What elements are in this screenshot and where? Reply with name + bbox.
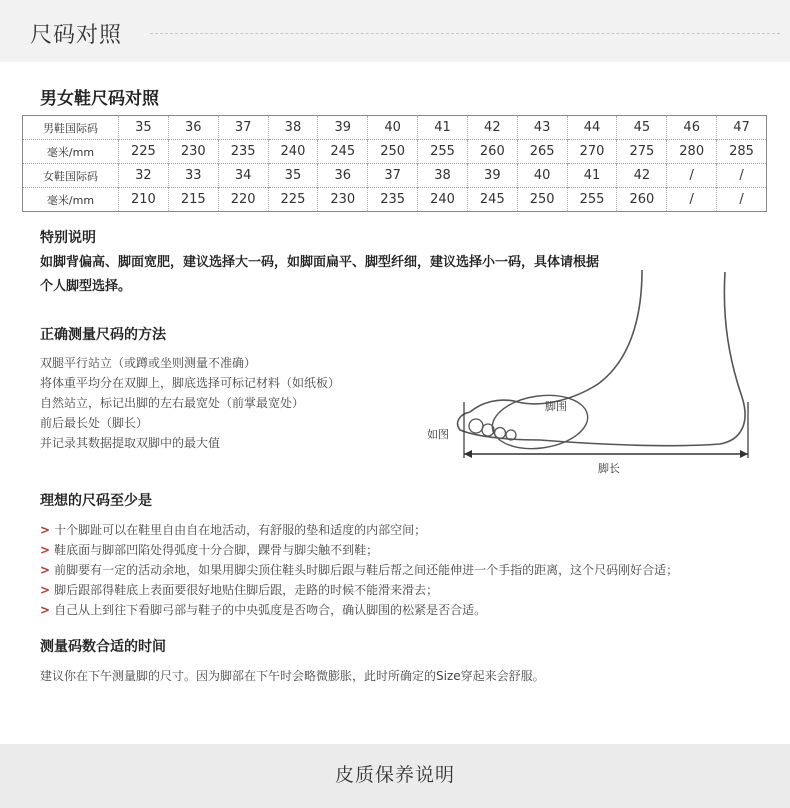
table-row	[23, 164, 767, 188]
table-cell: 235	[368, 188, 418, 212]
header-divider	[150, 33, 780, 34]
table-row	[23, 116, 767, 140]
table-cell: 260	[467, 140, 517, 164]
size-chart-table	[22, 115, 767, 212]
table-cell: 35	[268, 164, 318, 188]
bullet-arrow-icon: >	[40, 523, 51, 537]
size-chart-title: 男女鞋尺码对照	[40, 89, 159, 109]
row-header: 毫米/mm	[46, 145, 95, 159]
measure-method-title: 正确测量尺码的方法	[40, 327, 166, 343]
table-cell: 32	[119, 164, 169, 188]
table-cell: 280	[667, 140, 717, 164]
special-note-text: 如脚背偏高、脚面宽肥，建议选择大一码，如脚面扁平、脚型纤细，建议选择小一码，具体请根据个人脚型选择。	[40, 255, 600, 294]
list-item: > 脚后跟部得鞋底上表面要很好地贴住脚后跟，走路的时候不能滑来滑去；	[40, 583, 439, 597]
table-cell: 230	[318, 188, 368, 212]
table-cell: 47	[717, 116, 767, 140]
table-cell: 45	[617, 116, 667, 140]
method-step: 前后最长处（脚长）	[40, 416, 149, 430]
table-cell: 250	[368, 140, 418, 164]
table-cell: 285	[717, 140, 767, 164]
table-cell: /	[717, 188, 767, 212]
section-title: 尺码对照	[30, 23, 123, 48]
table-cell: 36	[318, 164, 368, 188]
table-cell: /	[667, 164, 717, 188]
heel-outline	[540, 272, 745, 446]
table-cell: 270	[567, 140, 617, 164]
table-cell: 265	[517, 140, 567, 164]
footer-title: 皮质保养说明	[334, 764, 455, 786]
table-cell: 40	[368, 116, 418, 140]
table-cell: 33	[168, 164, 218, 188]
table-row	[23, 140, 767, 164]
measure-method-list	[40, 353, 340, 453]
table-cell: 42	[617, 164, 667, 188]
table-cell: 41	[567, 164, 617, 188]
table-row	[23, 188, 767, 212]
list-item: > 十个脚趾可以在鞋里自由自在地活动，有舒服的垫和适度的内部空间；	[40, 523, 427, 537]
girth-label: 脚围	[545, 400, 567, 413]
table-cell: 46	[667, 116, 717, 140]
ideal-size-list	[40, 520, 678, 620]
table-cell: /	[717, 164, 767, 188]
table-cell: 37	[218, 116, 268, 140]
table-cell: /	[667, 188, 717, 212]
table-cell: 245	[318, 140, 368, 164]
table-cell: 240	[268, 140, 318, 164]
table-cell: 235	[218, 140, 268, 164]
table-cell: 225	[268, 188, 318, 212]
table-cell: 220	[218, 188, 268, 212]
method-step: 双腿平行站立（或蹲或坐则测量不准确）	[40, 356, 257, 370]
method-step: 将体重平均分在双脚上，脚底选择可标记材料（如纸板）	[40, 376, 341, 390]
measure-time-title: 测量码数合适的时间	[40, 639, 166, 655]
sole-outline	[458, 412, 540, 440]
table-cell: 39	[467, 164, 517, 188]
ideal-size-title: 理想的尺码至少是	[40, 493, 152, 509]
list-item: > 前脚要有一定的活动余地，如果用脚尖顶住鞋头时脚后跟与鞋后帮之间还能伸进一个手指的距离，这个尺码刚好合适；	[40, 563, 679, 577]
table-cell: 34	[218, 164, 268, 188]
table-cell: 37	[368, 164, 418, 188]
length-arrow-left	[464, 450, 472, 458]
foot-diagram	[420, 262, 760, 482]
table-cell: 230	[168, 140, 218, 164]
foot-top-outline	[470, 270, 642, 412]
bullet-arrow-icon: >	[40, 603, 51, 617]
table-cell: 245	[467, 188, 517, 212]
table-cell: 41	[418, 116, 468, 140]
table-cell: 250	[517, 188, 567, 212]
figure-label: 如图	[427, 428, 449, 441]
row-header: 毫米/mm	[46, 193, 95, 207]
table-cell: 38	[268, 116, 318, 140]
measure-time-text: 建议你在下午测量脚的尺寸。因为脚部在下午时会略微膨胀，此时所确定的Size穿起来会舒服。	[40, 669, 545, 683]
bullet-arrow-icon: >	[40, 563, 51, 577]
special-note-title: 特别说明	[40, 230, 96, 246]
table-cell: 260	[617, 188, 667, 212]
row-header: 女鞋国际码	[43, 169, 98, 183]
table-cell: 255	[567, 188, 617, 212]
table-cell: 44	[567, 116, 617, 140]
method-step: 并记录其数据提取双脚中的最大值	[40, 436, 221, 450]
list-item: > 自己从上到往下看脚弓部与鞋子的中央弧度是否吻合，确认脚围的松紧是否合适。	[40, 603, 487, 617]
table-cell: 210	[119, 188, 169, 212]
table-cell: 35	[119, 116, 169, 140]
table-cell: 275	[617, 140, 667, 164]
length-arrow-right	[740, 450, 748, 458]
table-cell: 255	[418, 140, 468, 164]
list-item: > 鞋底面与脚部凹陷处得弧度十分合脚，踝骨与脚尖触不到鞋；	[40, 543, 379, 557]
table-cell: 240	[418, 188, 468, 212]
toe-shape	[469, 419, 483, 433]
bullet-arrow-icon: >	[40, 583, 51, 597]
bullet-arrow-icon: >	[40, 543, 51, 557]
table-cell: 38	[418, 164, 468, 188]
table-cell: 42	[467, 116, 517, 140]
table-cell: 39	[318, 116, 368, 140]
table-cell: 43	[517, 116, 567, 140]
method-step: 自然站立，标记出脚的左右最宽处（前掌最宽处）	[40, 396, 305, 410]
row-header: 男鞋国际码	[43, 121, 98, 135]
table-cell: 40	[517, 164, 567, 188]
length-label: 脚长	[598, 462, 620, 475]
table-cell: 36	[168, 116, 218, 140]
table-cell: 225	[119, 140, 169, 164]
table-cell: 215	[168, 188, 218, 212]
